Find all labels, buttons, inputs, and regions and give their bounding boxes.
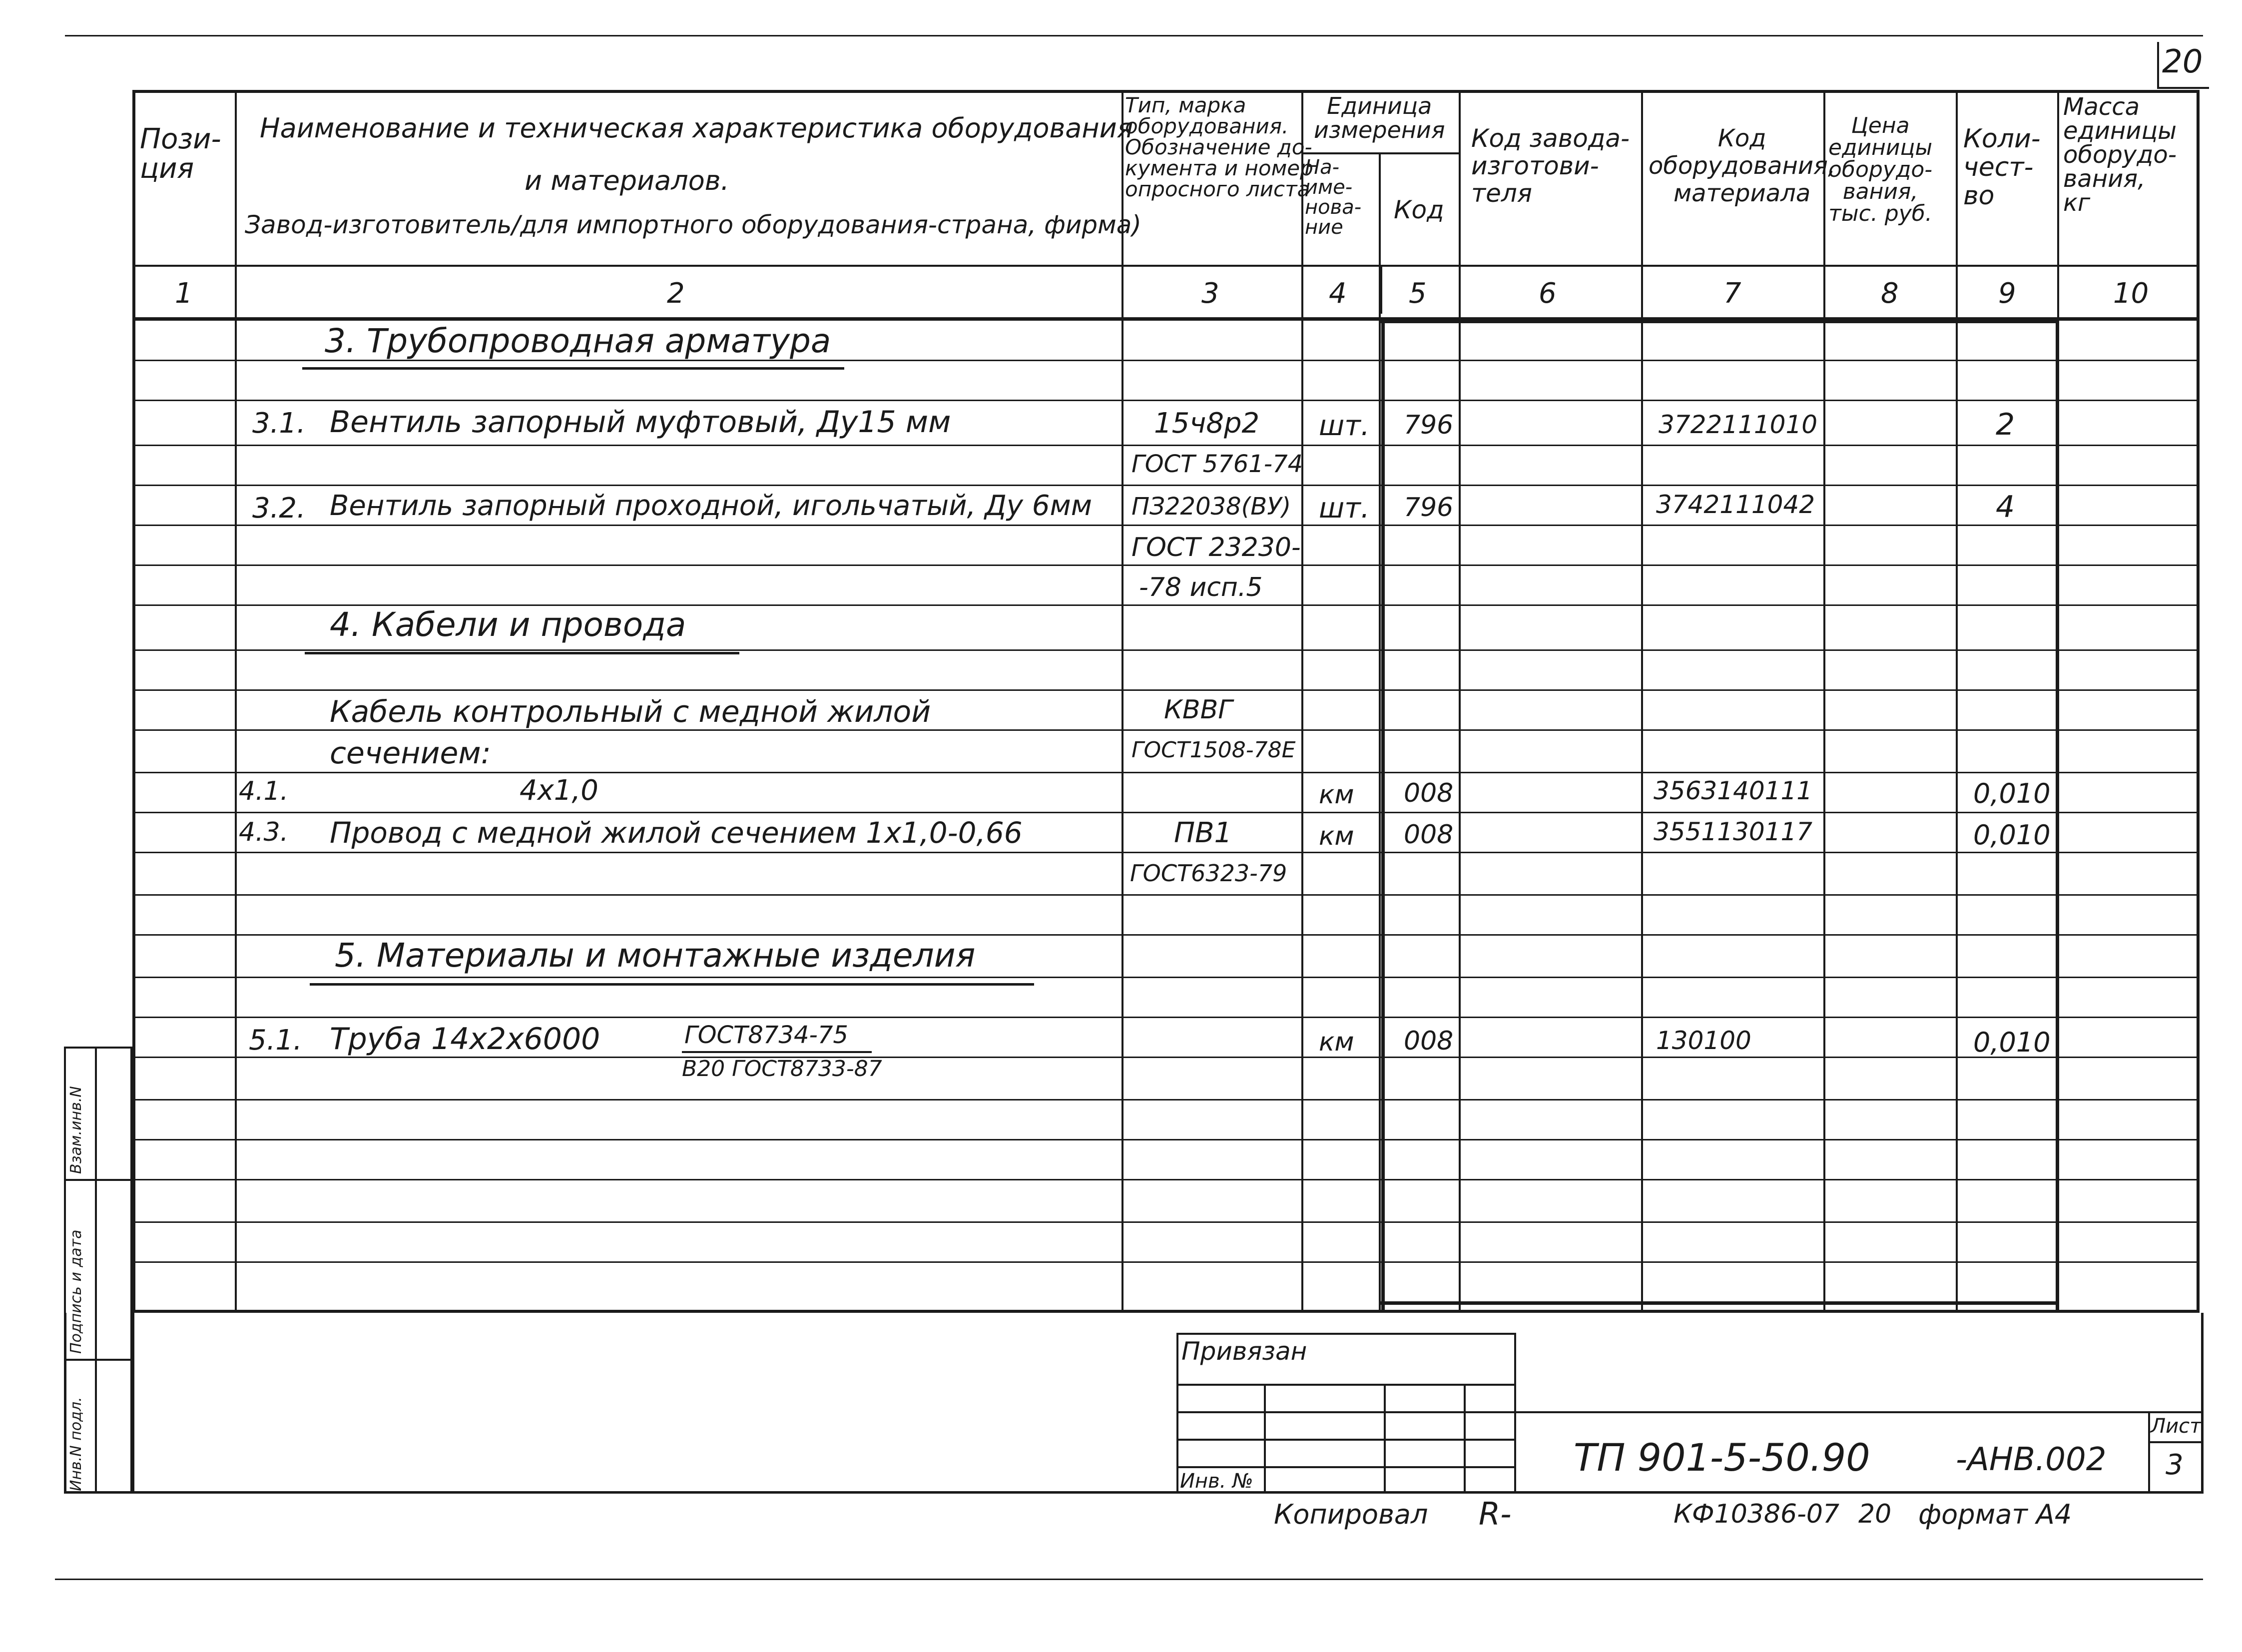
row-rule: [132, 812, 2200, 813]
doc-code: ТП 901-5-50.90: [1574, 1435, 1870, 1480]
order-number: 20: [1858, 1499, 1892, 1529]
row-3-2-type: ПЗ22038(ВУ): [1131, 493, 1291, 521]
row-4-3-qty: 0,010: [1973, 819, 2051, 851]
row-4-3-code: 008: [1404, 820, 1454, 850]
row-3-2-type2: ГОСТ 23230-: [1131, 533, 1301, 562]
section-5-underline: [310, 983, 1034, 986]
row-3-2-pos: 3.2.: [252, 492, 306, 525]
row-rule: [132, 772, 2200, 773]
list-label: Лист: [2151, 1415, 2202, 1438]
col-number-2: 2: [667, 277, 685, 310]
row-3-1-type2: ГОСТ 5761-74: [1131, 450, 1303, 478]
row-4-1-name: 4х1,0: [520, 774, 598, 807]
section-4-title: 4. Кабели и провода: [330, 605, 686, 644]
header-col1: Пози- ция: [140, 123, 221, 185]
row-4-3-type: ПВ1: [1174, 817, 1232, 849]
row-rule: [132, 1057, 2200, 1058]
cable-name-2: сечением:: [330, 736, 491, 771]
header-col2-line1: Наименование и техническая характеристика оборудования: [260, 112, 1133, 144]
col-line-4b: [1381, 320, 1385, 1311]
side-stamp-divider: [95, 1047, 97, 1494]
row-4-3-type2: ГОСТ6323-79: [1130, 860, 1287, 887]
format-label: формат А4: [1918, 1499, 2072, 1530]
privyazan-col: [1264, 1384, 1266, 1494]
row-rule: [132, 1261, 2200, 1263]
col-number-3: 3: [1201, 277, 1219, 310]
row-4-1-code: 008: [1404, 778, 1454, 808]
row-rule: [132, 934, 2200, 936]
header-unit-group: Единица измерения: [1314, 92, 1445, 144]
privyazan-label: Привязан: [1181, 1337, 1307, 1366]
stamp-left-divider: [132, 1313, 134, 1494]
row-rule: [132, 485, 2200, 486]
row-5-1-pos: 5.1.: [249, 1024, 302, 1057]
row-5-1-equip-code: 130100: [1656, 1026, 1751, 1055]
row-5-1-gost-bottom: В20 ГОСТ8733-87: [682, 1056, 882, 1082]
inner-box-top: [1379, 320, 2058, 323]
col-line-6: [1641, 90, 1643, 1313]
cable-type: КВВГ: [1164, 695, 1233, 725]
side-stamp-inv-podl: Инв.N подл.: [67, 1397, 85, 1491]
list-divider: [2148, 1411, 2150, 1494]
row-5-1-name: Труба 14х2х6000: [330, 1022, 600, 1057]
col-line-5: [1459, 90, 1461, 1313]
sheet-number: 20: [2162, 43, 2203, 80]
header-col2-line2: и материалов.: [525, 165, 729, 196]
row-3-1-qty: 2: [1996, 407, 2015, 442]
side-stamp-rule-1: [64, 1179, 132, 1181]
row-5-1-unit: км: [1319, 1027, 1354, 1057]
row-rule: [132, 400, 2200, 401]
col-number-7: 7: [1723, 277, 1741, 310]
row-3-1-code: 796: [1404, 410, 1454, 440]
row-3-1-name: Вентиль запорный муфтовый, Ду15 мм: [330, 405, 951, 440]
row-5-1-gost-top: ГОСТ8734-75: [684, 1021, 848, 1049]
row-rule: [132, 977, 2200, 978]
row-rule: [132, 1017, 2200, 1018]
row-5-1-gost-line: [682, 1051, 872, 1053]
doc-suffix: -АНВ.002: [1956, 1441, 2107, 1478]
side-stamp-rule-2: [64, 1359, 132, 1361]
row-4-3-pos: 4.3.: [239, 817, 289, 847]
col-line-2: [1121, 90, 1123, 1313]
page-top-rule: [65, 35, 2203, 36]
col-line-7: [1823, 90, 1825, 1313]
row-3-1-pos: 3.1.: [252, 407, 306, 440]
header-col8: Цена единицы оборудо- вания, тыс. руб.: [1828, 113, 1933, 226]
list-number: 3: [2166, 1449, 2184, 1481]
col-line-1: [235, 90, 237, 1313]
cable-type2: ГОСТ1508-78Е: [1131, 737, 1296, 763]
row-rule: [132, 1179, 2200, 1180]
header-col7: Код оборудования, материала: [1649, 124, 1836, 208]
row-4-1-pos: 4.1.: [239, 776, 289, 806]
page-bottom-rule: [55, 1579, 2203, 1580]
privyazan-col: [1464, 1384, 1466, 1494]
row-rule: [132, 1099, 2200, 1101]
row-5-1-code: 008: [1404, 1026, 1454, 1056]
row-rule: [132, 1221, 2200, 1223]
header-col6: Код завода- изготови- теля: [1471, 124, 1630, 208]
row-rule: [132, 445, 2200, 446]
row-4-3-unit: км: [1319, 821, 1354, 851]
col-line-8: [1956, 90, 1958, 1313]
copied-label: Копировал: [1274, 1499, 1428, 1530]
row-rule: [132, 689, 2200, 691]
row-3-2-qty: 4: [1996, 490, 2015, 525]
header-col3: Тип, марка оборудования. Обозначение до- кумента и номер опросного листа: [1125, 93, 1313, 201]
section-5-title: 5. Материалы и монтажные изделия: [335, 936, 976, 975]
header-col9: Коли- чест- во: [1963, 124, 2041, 211]
col-number-5: 5: [1409, 277, 1427, 310]
row-3-1-unit: шт.: [1319, 410, 1370, 442]
cable-name: Кабель контрольный с медной жилой: [330, 694, 931, 729]
section-3-title: 3. Трубопроводная арматура: [325, 322, 831, 360]
row-4-3-equip-code: 3551130117: [1654, 817, 1813, 846]
row-rule: [132, 525, 2200, 526]
col-line-9: [2057, 90, 2059, 1313]
row-4-1-equip-code: 3563140111: [1654, 776, 1813, 805]
row-3-2-type3: -78 исп.5: [1139, 572, 1263, 602]
row-rule: [132, 894, 2200, 896]
row-4-3-name: Провод с медной жилой сечением 1х1,0-0,66: [330, 816, 1023, 850]
col-number-10: 10: [2113, 277, 2149, 310]
row-3-2-unit: шт.: [1319, 492, 1370, 525]
row-rule: [132, 852, 2200, 853]
list-rule: [2148, 1441, 2204, 1443]
row-rule: [132, 649, 2200, 651]
col-line-4: [1379, 314, 1381, 1313]
side-stamp-podpis: Подпись и дата: [67, 1229, 85, 1354]
copied-sign: R-: [1479, 1496, 1512, 1532]
header-col5: Код: [1394, 195, 1444, 224]
col-number-9: 9: [1998, 277, 2016, 310]
row-3-2-equip-code: 3742111042: [1656, 490, 1815, 519]
side-stamp-vzam: Взам.инв.N: [67, 1086, 85, 1174]
col-number-6: 6: [1539, 277, 1557, 310]
row-rule: [132, 564, 2200, 566]
header-col10: Масса единицы оборудо- вания, кг: [2063, 93, 2177, 217]
unit-group-rule: [1301, 152, 1459, 154]
col-number-8: 8: [1881, 277, 1899, 310]
privyazan-col: [1384, 1384, 1386, 1494]
row-5-1-qty: 0,010: [1973, 1027, 2051, 1058]
header-col2-line3: Завод-изготовитель/для импортного оборудования-страна, фирма): [245, 210, 1141, 239]
row-3-1-type: 15ч8р2: [1154, 407, 1260, 440]
section-4-underline: [305, 652, 739, 654]
row-rule: [132, 729, 2200, 731]
row-3-2-code: 796: [1404, 493, 1454, 523]
row-3-2-name: Вентиль запорный проходной, игольчатый, Ду 6мм: [330, 490, 1092, 522]
header-bottom-rule: [132, 265, 2200, 267]
row-4-1-unit: км: [1319, 780, 1354, 810]
title-block-top: [1516, 1411, 2204, 1413]
col-line-4-header: [1379, 152, 1381, 265]
stamp-frame: [64, 1313, 2204, 1494]
inv-no-label: Инв. №: [1180, 1470, 1253, 1493]
row-rule: [132, 1139, 2200, 1140]
order-code: КФ10386-07: [1674, 1499, 1840, 1529]
col-number-4: 4: [1329, 277, 1347, 310]
col-number-1: 1: [175, 277, 193, 310]
row-3-1-equip-code: 3722111010: [1659, 410, 1818, 439]
inner-box-bottom: [1379, 1301, 2058, 1305]
row-4-1-qty: 0,010: [1973, 778, 2051, 809]
col-line-3: [1301, 90, 1303, 1313]
col-line-4-num: [1379, 265, 1382, 314]
section-3-underline: [302, 367, 844, 370]
header-col4: На- име- нова- ние: [1305, 156, 1362, 239]
